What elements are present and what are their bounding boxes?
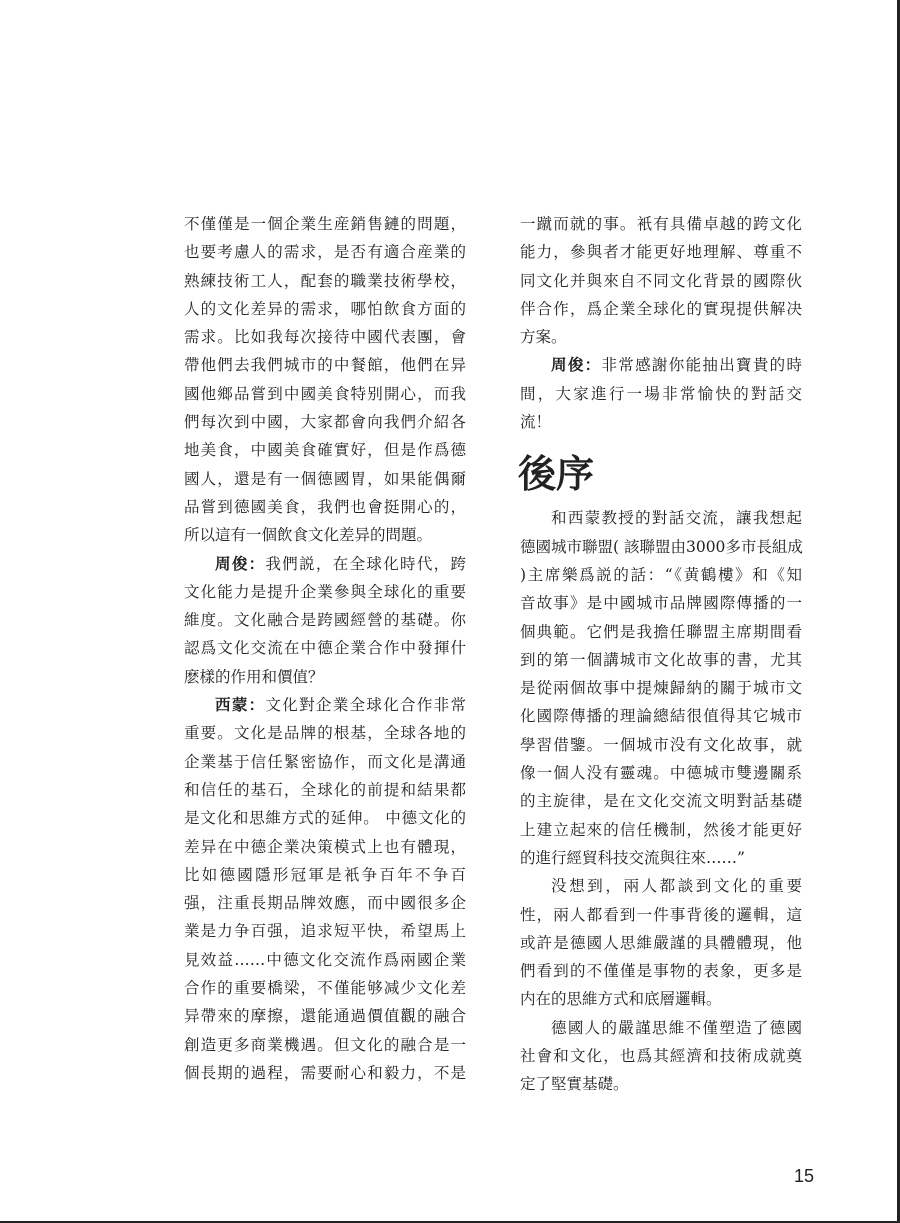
line-text: 的主旋律，是在文化交流文明對話基礎 bbox=[520, 792, 802, 811]
text-line bbox=[184, 861, 466, 889]
text-line bbox=[184, 408, 466, 436]
line-text: 創造更多商業機遇。但文化的融合是一 bbox=[184, 1035, 466, 1054]
speaker-label: 周俊： bbox=[551, 356, 602, 375]
text-line bbox=[184, 634, 466, 662]
line-text: 學習借鑒。一個城市没有文化故事，就 bbox=[520, 735, 802, 754]
line-text: 伴合作，爲企業全球化的實現提供解决 bbox=[520, 299, 802, 318]
line-text: 認爲文化交流在中德企業合作中發揮什 bbox=[184, 639, 466, 658]
line-text: 需求。比如我每次接待中國代表團，會 bbox=[184, 328, 466, 347]
text-line bbox=[520, 872, 802, 900]
text-line bbox=[184, 521, 466, 549]
line-text: 性，兩人都看到一件事背後的邏輯，這 bbox=[520, 905, 802, 924]
text-line bbox=[520, 323, 802, 351]
text-line bbox=[184, 1002, 466, 1030]
line-text: 維度。文化融合是跨國經營的基礎。你 bbox=[184, 611, 466, 630]
text-line bbox=[520, 1070, 802, 1098]
line-text: 合作的重要橋梁，不僅能够减少文化差 bbox=[184, 979, 466, 998]
text-line bbox=[520, 787, 802, 815]
line-text: 的進行經貿科技交流與往來……” bbox=[520, 848, 745, 867]
text-line bbox=[184, 465, 466, 493]
text-line bbox=[184, 493, 466, 521]
text-line bbox=[184, 917, 466, 945]
text-line bbox=[184, 351, 466, 379]
line-text: 不僅僅是一個企業生産銷售鏈的問題， bbox=[184, 215, 466, 233]
line-text: 間，大家進行一場非常愉快的對話交 bbox=[520, 384, 802, 403]
line-text: 到的第一個講城市文化故事的書，尤其 bbox=[520, 650, 802, 669]
line-text: 强，注重長期品牌效應，而中國很多企 bbox=[184, 894, 466, 913]
line-text: 定了堅實基礎。 bbox=[520, 1075, 629, 1094]
line-text: 化國際傳播的理論總結很值得其它城市 bbox=[520, 707, 802, 726]
line-text: 和信任的基石，全球化的前提和結果都 bbox=[184, 780, 466, 799]
line-text: 德國人的嚴謹思維不僅塑造了德國 bbox=[551, 1018, 802, 1037]
text-line bbox=[184, 833, 466, 861]
line-text: 音故事》是中國城市品牌國際傳播的一 bbox=[520, 594, 802, 613]
text-line bbox=[184, 804, 466, 832]
text-line bbox=[520, 702, 802, 730]
line-text: 個典範。它們是我擔任聯盟主席期間看 bbox=[520, 622, 802, 641]
line-text: 社會和文化，也爲其經濟和技術成就奠 bbox=[520, 1047, 802, 1066]
line-text: 文化能力是提升企業參與全球化的重要 bbox=[184, 582, 466, 601]
line-text: 或許是德國人思維嚴謹的具體體現，他 bbox=[520, 933, 802, 952]
text-line bbox=[520, 408, 802, 436]
afterword-text bbox=[520, 504, 802, 1098]
text-line bbox=[184, 606, 466, 634]
text-line bbox=[520, 504, 802, 532]
text-line bbox=[184, 436, 466, 464]
text-line bbox=[520, 816, 802, 844]
line-text: 企業基于信任緊密協作，而文化是溝通 bbox=[184, 752, 466, 771]
line-text: 業是力争百强，追求短平快，希望馬上 bbox=[184, 922, 466, 941]
section-heading: 後序 bbox=[518, 452, 595, 497]
text-line bbox=[184, 1031, 466, 1059]
text-line bbox=[184, 974, 466, 1002]
text-line bbox=[184, 946, 466, 974]
text-line bbox=[520, 618, 802, 646]
right-column-top-text bbox=[520, 210, 802, 436]
text-line bbox=[520, 646, 802, 674]
left-text-column bbox=[184, 210, 466, 1087]
text-line bbox=[184, 238, 466, 266]
text-line bbox=[184, 748, 466, 776]
line-text: 一蹴而就的事。衹有具備卓越的跨文化 bbox=[520, 215, 802, 233]
line-text: 是從兩個故事中提煉歸納的關于城市文 bbox=[520, 679, 802, 698]
line-text: 人的文化差异的需求，哪怕飲食方面的 bbox=[184, 299, 466, 318]
line-text: 們看到的不僅僅是事物的表象，更多是 bbox=[520, 962, 802, 981]
text-line bbox=[184, 380, 466, 408]
text-line bbox=[184, 663, 466, 691]
line-text: 流！ bbox=[520, 413, 552, 432]
page-number: 15 bbox=[793, 1166, 814, 1186]
line-text: 是文化和思維方式的延伸。 中德文化的 bbox=[184, 809, 466, 828]
line-text: 品嘗到德國美食，我們也會挺開心的， bbox=[184, 497, 466, 516]
text-line bbox=[184, 550, 466, 578]
text-line bbox=[184, 889, 466, 917]
line-text: 見效益……中德文化交流作爲兩國企業 bbox=[184, 950, 466, 969]
line-text: 熟練技術工人，配套的職業技術學校， bbox=[184, 271, 466, 290]
line-text: 比如德國隱形冠軍是衹争百年不争百 bbox=[184, 865, 466, 884]
line-text: 所以這有一個飲食文化差异的問題。 bbox=[184, 526, 433, 545]
line-text: 能力，參與者才能更好地理解、尊重不 bbox=[520, 243, 802, 262]
line-text: 上建立起來的信任機制，然後才能更好 bbox=[520, 820, 802, 839]
text-line bbox=[184, 295, 466, 323]
text-line bbox=[184, 719, 466, 747]
text-line bbox=[520, 929, 802, 957]
text-line bbox=[520, 267, 802, 295]
line-text: 非常感謝你能抽出寶貴的時 bbox=[601, 356, 802, 375]
line-text: 國人，還是有一個德國胃，如果能偶爾 bbox=[184, 469, 466, 488]
text-line bbox=[184, 210, 466, 238]
text-line bbox=[520, 985, 802, 1013]
text-line bbox=[520, 759, 802, 787]
text-line bbox=[184, 1059, 466, 1087]
line-text: 重要。文化是品牌的根基，全球各地的 bbox=[184, 724, 466, 743]
text-line bbox=[520, 380, 802, 408]
line-text: 同文化并與來自不同文化背景的國際伙 bbox=[520, 271, 802, 290]
line-text: 像一個人没有靈魂。中德城市雙邊關系 bbox=[520, 764, 802, 783]
line-text: 异帶來的摩擦，還能通過價值觀的融合 bbox=[184, 1007, 466, 1026]
line-text: 方案。 bbox=[520, 328, 567, 347]
speaker-label: 周俊： bbox=[215, 554, 266, 573]
line-text: 麽樣的作用和價值？ bbox=[184, 667, 324, 686]
text-line bbox=[520, 731, 802, 759]
text-line bbox=[184, 267, 466, 295]
text-line bbox=[184, 323, 466, 351]
text-line bbox=[520, 1014, 802, 1042]
text-line bbox=[520, 589, 802, 617]
line-text: 我們説，在全球化時代，跨 bbox=[265, 554, 466, 573]
text-line bbox=[520, 210, 802, 238]
text-line bbox=[520, 844, 802, 872]
text-line bbox=[520, 295, 802, 323]
line-text: 也要考慮人的需求，是否有適合産業的 bbox=[184, 243, 466, 262]
line-text: 和西蒙教授的對話交流，讓我想起 bbox=[551, 509, 802, 528]
text-line bbox=[184, 691, 466, 719]
line-text: 地美食，中國美食確實好，但是作爲德 bbox=[184, 441, 466, 460]
text-line bbox=[184, 776, 466, 804]
line-text: 文化對企業全球化合作非常 bbox=[265, 696, 466, 715]
text-line bbox=[520, 351, 802, 379]
line-text: 没想到，兩人都談到文化的重要 bbox=[551, 877, 802, 896]
text-line bbox=[520, 238, 802, 266]
text-line bbox=[520, 1042, 802, 1070]
line-text: 差异在中德企業决策模式上也有體現， bbox=[184, 837, 466, 856]
line-text: 個長期的過程，需要耐心和毅力，不是 bbox=[184, 1063, 466, 1082]
text-line bbox=[520, 957, 802, 985]
line-text: 國他鄉品嘗到中國美食特别開心，而我 bbox=[184, 384, 466, 403]
text-line bbox=[520, 901, 802, 929]
line-text: 帶他們去我們城市的中餐館，他們在异 bbox=[184, 356, 466, 375]
line-text: 們每次到中國，大家都會向我們介紹各 bbox=[184, 413, 466, 432]
text-line bbox=[520, 533, 802, 561]
text-line bbox=[520, 561, 802, 589]
text-line bbox=[184, 578, 466, 606]
line-text: 德國城市聯盟( 該聯盟由3000多市長組成 bbox=[520, 537, 803, 556]
line-text: )主席樂爲説的話：“《黄鶴樓》和《知 bbox=[520, 565, 802, 584]
line-text: 内在的思維方式和底層邏輯。 bbox=[520, 990, 722, 1009]
speaker-label: 西蒙： bbox=[215, 696, 266, 715]
text-line bbox=[520, 674, 802, 702]
right-text-column bbox=[520, 210, 802, 1099]
